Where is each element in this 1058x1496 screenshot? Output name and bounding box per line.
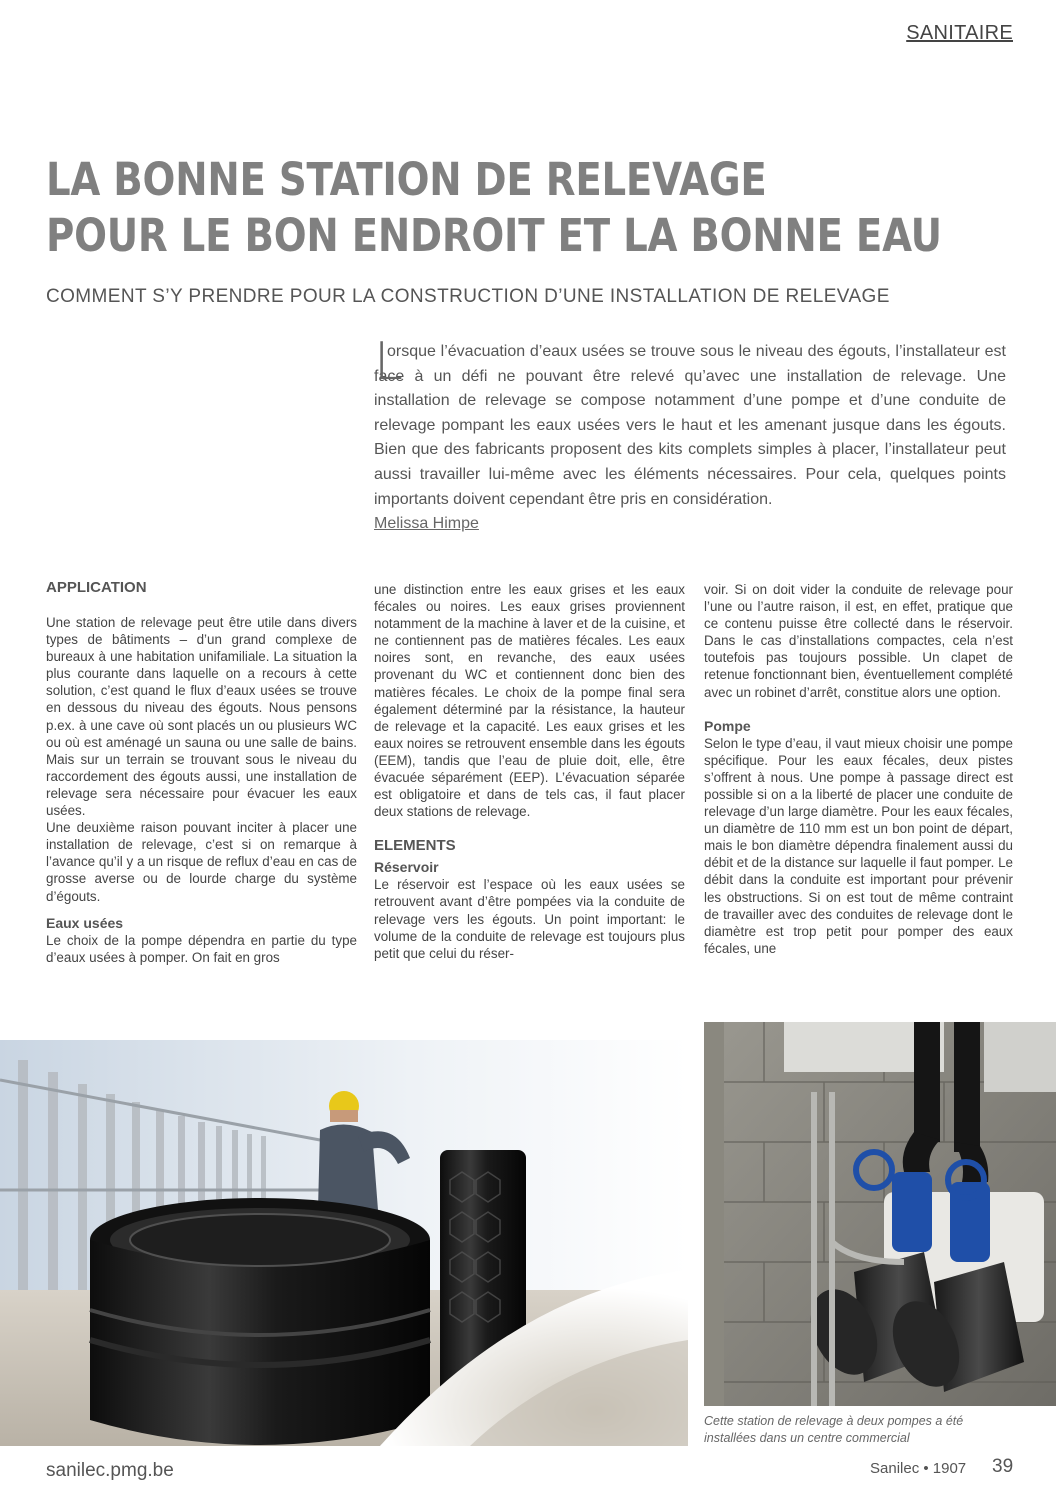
reservoir-photo	[0, 1040, 688, 1446]
title-line-2: POUR LE BON ENDROIT ET LA BONNE EAU	[46, 209, 942, 262]
lead-paragraph	[374, 332, 1006, 512]
paragraph: voir. Si on doit vider la conduite de relevage pour l’une ou l’autre raison, il est, en effet, pratique que ce contenu puisse être collecté dans le réservoir. Dans le cas d’installations compactes, cela n’est toutefois pas toujours possible. Un clapet de retenue fonctionnant bien, éventuellement complété avec un robinet d’arrêt, constitue alors une option.	[704, 582, 1013, 700]
paragraph: Le réservoir est l’espace où les eaux usées se retrouvent avant d’être pompées via la conduite de relevage vers les égouts. Un point important: le volume de la conduite de relevage est toujours plus petit que celui du réser-	[374, 877, 685, 961]
paragraph: une distinction entre les eaux grises et les eaux fécales ou noires. Les eaux grises proviennent notamment de la machine à laver et de la cuisine, et ne contiennent pas de matières fécales. Les eaux noires sont, en revanche, des eaux usées provenant du WC et contiennent donc bien des matières fécales. Le choix de la pompe final sera également déterminé par la résistance, la hauteur de relevage et la capacité. Les eaux grises et les eaux noires se retrouvent ensemble dans les égouts (EEM), tandis que l’eau de pluie doit, elle, être évacuée séparément (EEP). L’évacuation séparée est obligatoire et dans de tels cas, il faut placer deux stations de relevage.	[374, 582, 685, 820]
photo-caption: Cette station de relevage à deux pompes a été installées dans un centre commercial	[704, 1414, 964, 1445]
lead-text: orsque l’évacuation d’eaux usées se trouve sous le niveau des égouts, l’installateur est face à un défi ne pouvant être relevé qu’avec une installation de relevage. Une installation de relevage se compose notamment d’une pompe et d’une conduite de relevage pompant les eaux usées vers le haut et les amenant jusque dans les égouts. Bien que des fabricants proposent des kits complets simples à placer, l’installateur peut aussi travailler lui-même avec les éléments nécessaires. Pour cela, quelques points importants doivent cependant être pris en considération.	[374, 343, 1006, 508]
reservoir-illustration	[0, 1040, 688, 1446]
footer-magazine: Sanilec • 1907	[870, 1460, 967, 1477]
author-byline: Melissa Himpe	[374, 515, 479, 532]
column-2	[374, 581, 685, 962]
drop-cap: L	[374, 332, 403, 392]
paragraph: Une deuxième raison pouvant inciter à placer une installation de relevage, c’est si on remarque à l’avance qu’il y a un risque de reflux d’eau en cas de grosse averse ou de lourde charge du système d’égouts.	[46, 820, 357, 904]
heading-application: APPLICATION	[46, 579, 147, 596]
pump-illustration	[704, 1022, 1056, 1406]
footer-url[interactable]: sanilec.pmg.be	[46, 1460, 174, 1481]
heading-elements: ELEMENTS	[374, 837, 456, 855]
heading-eaux-usees: Eaux usées	[46, 914, 124, 931]
paragraph: Selon le type d’eau, il vaut mieux choisir une pompe spécifique. Pour les eaux fécales, deux pistes s’offrent à nous. Une pompe à passage direct est possible si on a la liberté de placer une conduite de relevage d’un large diamètre. Pour les eaux fécales, un diamètre de 110 mm est un bon point de départ, mais le bon diamètre dépendra finalement aussi du débit et de la distance sur laquelle il faut pomper. Le débit dans la conduite est important pour prévenir les obstructions. Si on est tout de même contraint de travailler avec des conduites de relevage dont le diamètre est trop petit pour pomper des eaux fécales, une	[704, 735, 1013, 956]
article-subtitle: COMMENT S’Y PRENDRE POUR LA CONSTRUCTION D’UNE INSTALLATION DE RELEVAGE	[46, 286, 890, 307]
column-1	[46, 579, 357, 966]
article-title	[46, 152, 942, 264]
paragraph: Le choix de la pompe dépendra en partie du type d’eaux usées à pomper. On fait en gros	[46, 932, 357, 965]
heading-reservoir: Réservoir	[374, 859, 439, 876]
column-3	[704, 581, 1013, 957]
page-number: 39	[992, 1456, 1014, 1477]
pump-station-photo	[704, 1022, 1056, 1406]
section-label: SANITAIRE	[906, 22, 1013, 44]
paragraph: Une station de relevage peut être utile dans divers types de bâtiments – d’un grand complexe de bureaux à une habitation unifamiliale. La situation la plus courante dans laquelle on a recours à cette solution, c’est quand le flux d’eaux usées se trouve en dessous du niveau des égouts. Nous pensons p.ex. à une cave où sont placés un ou plusieurs WC ou où est aménagé un sauna ou une salle de bains. Mais sur un terrain se trouvant sous le niveau du raccordement des égouts aussi, une installation de relevage sera nécessaire pour évacuer les eaux usées.	[46, 615, 357, 819]
title-line-1: LA BONNE STATION DE RELEVAGE	[46, 153, 767, 206]
heading-pompe: Pompe	[704, 717, 751, 734]
